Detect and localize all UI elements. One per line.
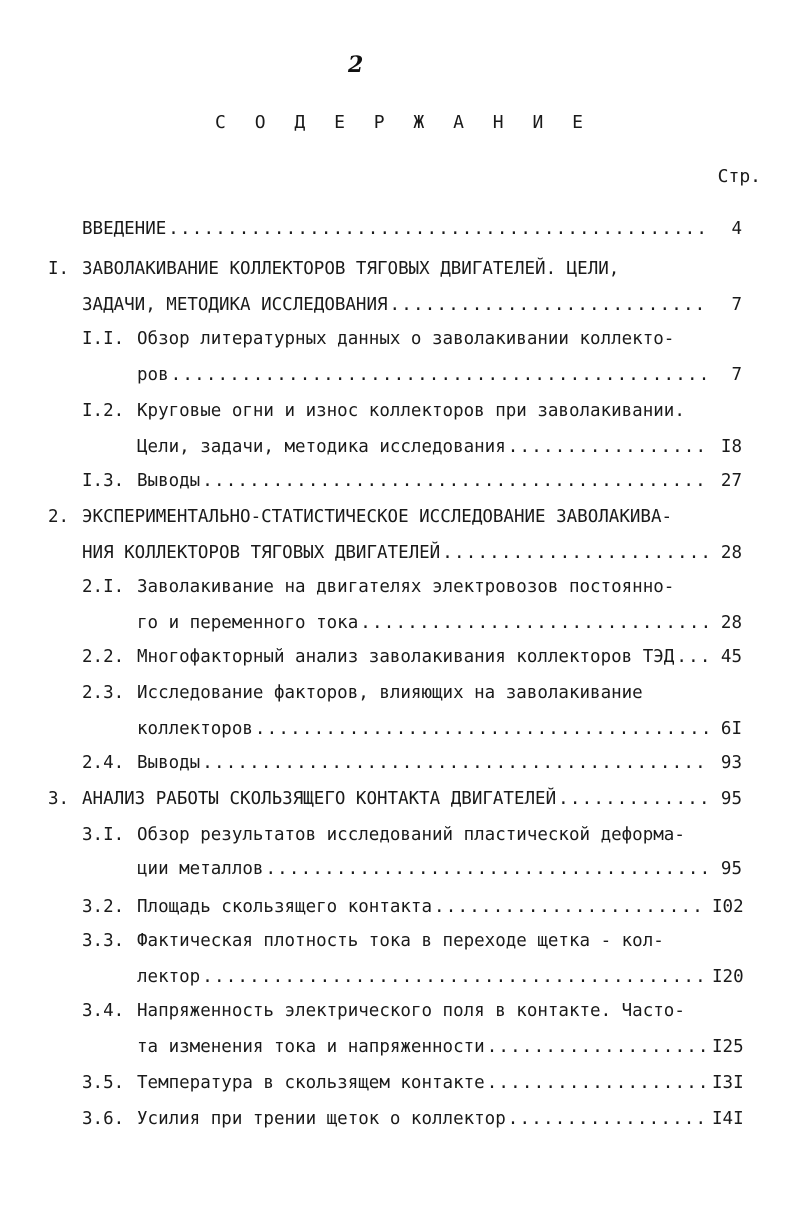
toc-entry-page: 28 (720, 613, 742, 633)
toc-entry-page: 45 (720, 647, 742, 667)
toc-entry-page: I20 (712, 967, 744, 987)
toc-entry-page: 95 (720, 859, 742, 879)
toc-entry-title: Обзор результатов исследований пластической деформа- (137, 825, 685, 845)
toc-entry-page: 28 (720, 543, 742, 563)
toc-entry-3-4-line-1[interactable] (137, 996, 742, 1026)
toc-entry-chapter-1-line-2[interactable] (82, 290, 742, 320)
toc-entry-number: 3.6. (82, 1109, 125, 1129)
toc-entry-1-2-line-1[interactable] (137, 396, 742, 426)
toc-entry-title: Выводы (137, 471, 201, 491)
toc-entry-page: I25 (712, 1037, 744, 1057)
dot-leader (508, 432, 708, 462)
toc-entry-number: 3.I. (82, 825, 125, 845)
dot-leader (487, 1068, 708, 1098)
toc-entry-3-3-line-2[interactable] (137, 962, 742, 992)
dot-leader (265, 854, 708, 884)
toc-entry-3-1-line-1[interactable] (137, 820, 742, 850)
toc-entry-number: 3.2. (82, 897, 125, 917)
toc-entry-number: 3. (48, 789, 70, 809)
toc-entry-title: ЗАВОЛАКИВАНИЕ КОЛЛЕКТОРОВ ТЯГОВЫХ ДВИГАТЕЛЕЙ. ЦЕЛИ, (82, 259, 620, 279)
toc-entry-1-1-line-2[interactable] (137, 360, 742, 390)
toc-entry-title: Заволакивание на двигателях электровозов постоянно- (137, 577, 675, 597)
toc-entry-chapter-1-line-1[interactable] (82, 254, 742, 284)
toc-entry-title: ЗАДАЧИ, МЕТОДИКА ИССЛЕДОВАНИЯ (82, 295, 388, 315)
dot-leader (442, 538, 708, 568)
toc-entry-page: 7 (731, 365, 742, 385)
toc-entry-title: ЭКСПЕРИМЕНТАЛЬНО-СТАТИСТИЧЕСКОЕ ИССЛЕДОВАНИЕ ЗАВОЛАКИВА- (82, 507, 673, 527)
dot-leader (360, 608, 708, 638)
toc-entry-title: Цели, задачи, методика исследования (137, 437, 506, 457)
page-column-label: Стр. (717, 166, 761, 187)
toc-entry-3-5[interactable] (137, 1068, 742, 1098)
toc-entry-page: 27 (720, 471, 742, 491)
dot-leader (390, 290, 708, 320)
toc-entry-3-4-line-2[interactable] (137, 1032, 742, 1062)
toc-entry-title: Многофакторный анализ заволакивания коллекторов ТЭД (137, 647, 675, 667)
dot-leader (434, 892, 708, 922)
toc-entry-chapter-2-line-1[interactable] (82, 502, 742, 532)
toc-entry-2-4[interactable] (137, 748, 742, 778)
toc-entry-2-1-line-2[interactable] (137, 608, 742, 638)
toc-entry-title: Напряженность электрического поля в контакте. Часто- (137, 1001, 685, 1021)
toc-entry-2-3-line-1[interactable] (137, 678, 742, 708)
toc-entry-3-3-line-1[interactable] (137, 926, 742, 956)
toc-entry-chapter-3[interactable] (82, 784, 742, 814)
dot-leader (202, 962, 708, 992)
toc-entry-title: Площадь скользящего контакта (137, 897, 433, 917)
toc-entry-page: 7 (731, 295, 742, 315)
toc-entry-title: Исследование факторов, влияющих на заволакивание (137, 683, 643, 703)
toc-entry-title: Температура в скользящем контакте (137, 1073, 485, 1093)
toc-entry-title: Фактическая плотность тока в переходе щетка - кол- (137, 931, 664, 951)
toc-entry-3-2[interactable] (137, 892, 742, 922)
dot-leader (558, 784, 708, 814)
toc-entry-chapter-2-line-2[interactable] (82, 538, 742, 568)
toc-entry-title: АНАЛИЗ РАБОТЫ СКОЛЬЗЯЩЕГО КОНТАКТА ДВИГАТЕЛЕЙ (82, 789, 557, 809)
toc-entry-number: 3.5. (82, 1073, 125, 1093)
dot-leader (171, 360, 708, 390)
toc-entry-page: I8 (720, 437, 742, 457)
toc-entry-title: Обзор литературных данных о заволакивании коллекто- (137, 329, 675, 349)
toc-entry-number: 3.4. (82, 1001, 125, 1021)
toc-entry-title: го и переменного тока (137, 613, 359, 633)
toc-entry-title: Круговые огни и износ коллекторов при заволакивании. (137, 401, 685, 421)
toc-entry-number: 3.3. (82, 931, 125, 951)
dot-leader (508, 1104, 708, 1134)
dot-leader (676, 642, 708, 672)
toc-entry-title: НИЯ КОЛЛЕКТОРОВ ТЯГОВЫХ ДВИГАТЕЛЕЙ (82, 543, 441, 563)
toc-entry-1-2-line-2[interactable] (137, 432, 742, 462)
toc-entry-title: Усилия при трении щеток о коллектор (137, 1109, 506, 1129)
toc-entry-number: 2. (48, 507, 70, 527)
toc-entry-page: 93 (720, 753, 742, 773)
page-number: 2 (348, 52, 364, 78)
toc-entry-page: 6I (720, 719, 742, 739)
toc-entry-3-6[interactable] (137, 1104, 742, 1134)
dot-leader (168, 214, 708, 244)
toc-entry-number: 2.3. (82, 683, 125, 703)
toc-entry-title: ров (137, 365, 169, 385)
toc-entry-2-1-line-1[interactable] (137, 572, 742, 602)
toc-entry-page: I02 (712, 897, 744, 917)
toc-entry-number: 2.I. (82, 577, 125, 597)
dot-leader (255, 714, 708, 744)
toc-entry-number: I.3. (82, 471, 125, 491)
toc-entry-number: I. (48, 259, 70, 279)
toc-entry-2-3-line-2[interactable] (137, 714, 742, 744)
toc-entry-1-3[interactable] (137, 466, 742, 496)
toc-entry-1-1-line-1[interactable] (137, 324, 742, 354)
toc-heading: С О Д Е Р Ж А Н И Е (215, 112, 592, 133)
toc-entry-number: 2.2. (82, 647, 125, 667)
toc-entry-title: та изменения тока и напряженности (137, 1037, 485, 1057)
toc-entry-page: 4 (731, 219, 742, 239)
dot-leader (202, 466, 708, 496)
toc-entry-title: Выводы (137, 753, 201, 773)
toc-entry-title: ции металлов (137, 859, 264, 879)
toc-entry-title: коллекторов (137, 719, 253, 739)
toc-entry-title: ВВЕДЕНИЕ (82, 219, 167, 239)
toc-entry-intro[interactable] (82, 214, 742, 244)
toc-entry-number: 2.4. (82, 753, 125, 773)
dot-leader (487, 1032, 708, 1062)
toc-entry-number: I.I. (82, 329, 125, 349)
toc-entry-3-1-line-2[interactable] (137, 854, 742, 884)
dot-leader (202, 748, 708, 778)
toc-entry-page: I4I (712, 1109, 744, 1129)
toc-entry-page: 95 (720, 789, 742, 809)
toc-entry-title: лектор (137, 967, 201, 987)
toc-entry-number: I.2. (82, 401, 125, 421)
toc-entry-2-2[interactable] (137, 642, 742, 672)
toc-entry-page: I3I (712, 1073, 744, 1093)
